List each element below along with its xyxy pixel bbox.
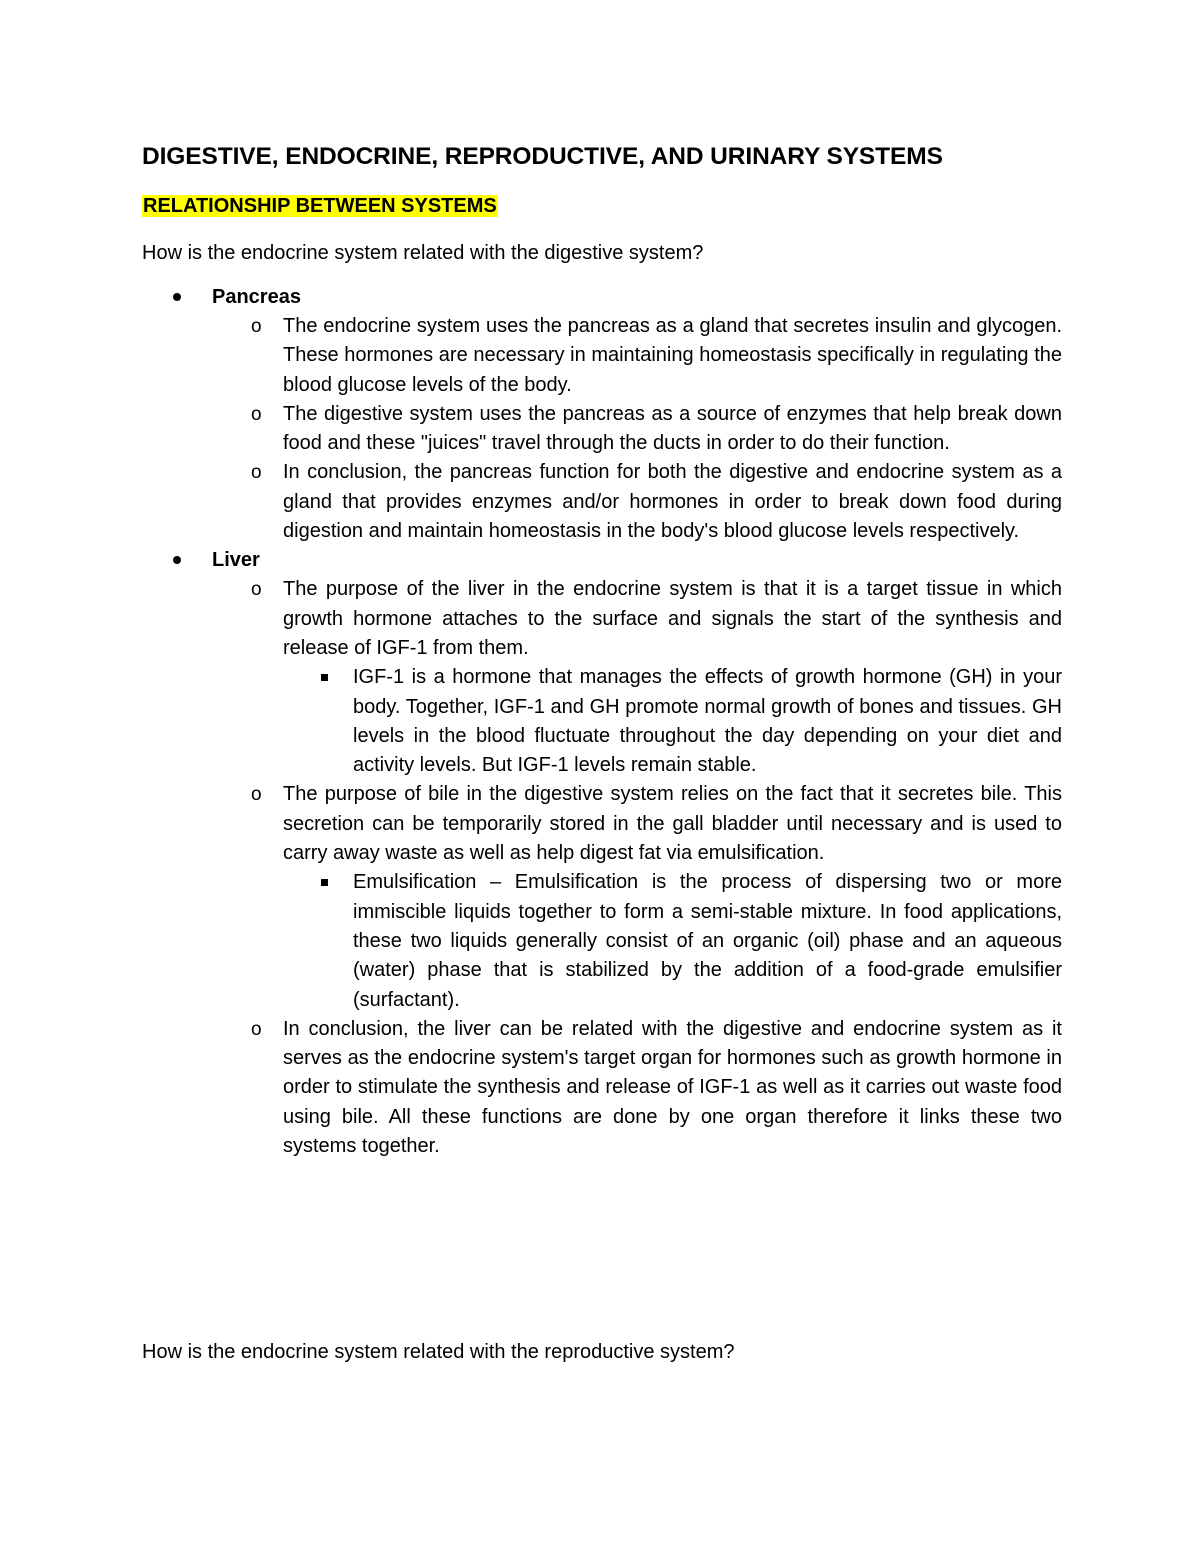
point-text: The digestive system uses the pancreas as a source of enzymes that help break down food and these "juices" travel through the ducts in order to do their function. (283, 402, 1062, 455)
circle-bullet-icon: o (251, 403, 262, 425)
bullet-icon (173, 556, 181, 564)
square-bullet-icon (321, 879, 328, 886)
list-item (212, 400, 1062, 459)
circle-bullet-icon: o (251, 1018, 262, 1040)
list-item (212, 780, 1062, 1014)
sub-points (283, 663, 1062, 780)
question-reproductive: How is the endocrine system related with the reproductive system? (142, 1341, 735, 1363)
point-text: In conclusion, the liver can be related with the digestive and endocrine system as it serves as the endocrine system's target organ for hormones such as growth hormone in order to stimulate the synthesis and release of IGF-1 as well as it carries out waste food using bile. All these functions are done by one organ therefore it links these two systems together. (283, 1017, 1062, 1158)
point-text: The endocrine system uses the pancreas as a gland that secretes insulin and glycogen. These hormones are necessary in maintaining homeostasis specifically in regulating the blood glucose levels of the body. (283, 315, 1062, 396)
organ-title-pancreas: Pancreas (212, 286, 301, 308)
organ-title-liver: Liver (212, 549, 260, 572)
organ-item-liver (142, 546, 1062, 1161)
list-item (212, 458, 1062, 546)
point-text: The purpose of bile in the digestive system relies on the fact that it secretes bile. This secretion can be temporarily stored in the gall bladder until necessary and is used to carry away waste as well as help digest fat via emulsification. (283, 783, 1062, 865)
circle-bullet-icon: o (251, 579, 262, 601)
sub-points (283, 868, 1062, 1014)
section-heading (142, 193, 498, 219)
liver-points (212, 575, 1062, 1161)
circle-bullet-icon: o (251, 784, 262, 806)
list-item (212, 1015, 1062, 1161)
list-item (212, 575, 1062, 780)
list-item (212, 312, 1062, 400)
organ-item-pancreas (142, 283, 1062, 546)
sub-point-text: Emulsification – Emulsification is the process of dispersing two or more immiscible liquids together to form a semi-stable mixture. In food applications, these two liquids generally consist of an organic (oil) phase and an aqueous (water) phase that is stabilized by the addition of a food-grade emulsifier (surfactant). (353, 871, 1062, 1011)
highlighted-heading-text: RELATIONSHIP BETWEEN SYSTEMS (143, 195, 497, 217)
point-text: The purpose of the liver in the endocrine system is that it is a target tissue in which growth hormone attaches to the surface and signals the start of the synthesis and release of IGF-1 from them. (283, 578, 1062, 659)
pancreas-points (212, 312, 1062, 546)
question-digestive: How is the endocrine system related with the digestive system? (142, 242, 704, 264)
organ-list (142, 283, 1062, 1161)
document-title: DIGESTIVE, ENDOCRINE, REPRODUCTIVE, AND URINARY SYSTEMS (142, 143, 943, 170)
list-item (283, 868, 1062, 1014)
list-item (283, 663, 1062, 780)
circle-bullet-icon: o (251, 316, 262, 337)
point-text: In conclusion, the pancreas function for both the digestive and endocrine system as a gland that provides enzymes and/or hormones in order to break down food during digestion and maintain homeostasis in the body's blood glucose levels respectively. (283, 461, 1062, 543)
square-bullet-icon (321, 674, 328, 681)
sub-point-text: IGF-1 is a hormone that manages the effects of growth hormone (GH) in your body. Together, IGF-1 and GH promote normal growth of bones and tissues. GH levels in the blood fluctuate throughout the day depending on your diet and activity levels. But IGF-1 levels remain stable. (353, 666, 1062, 777)
circle-bullet-icon: o (251, 462, 262, 484)
bullet-icon (173, 293, 181, 301)
